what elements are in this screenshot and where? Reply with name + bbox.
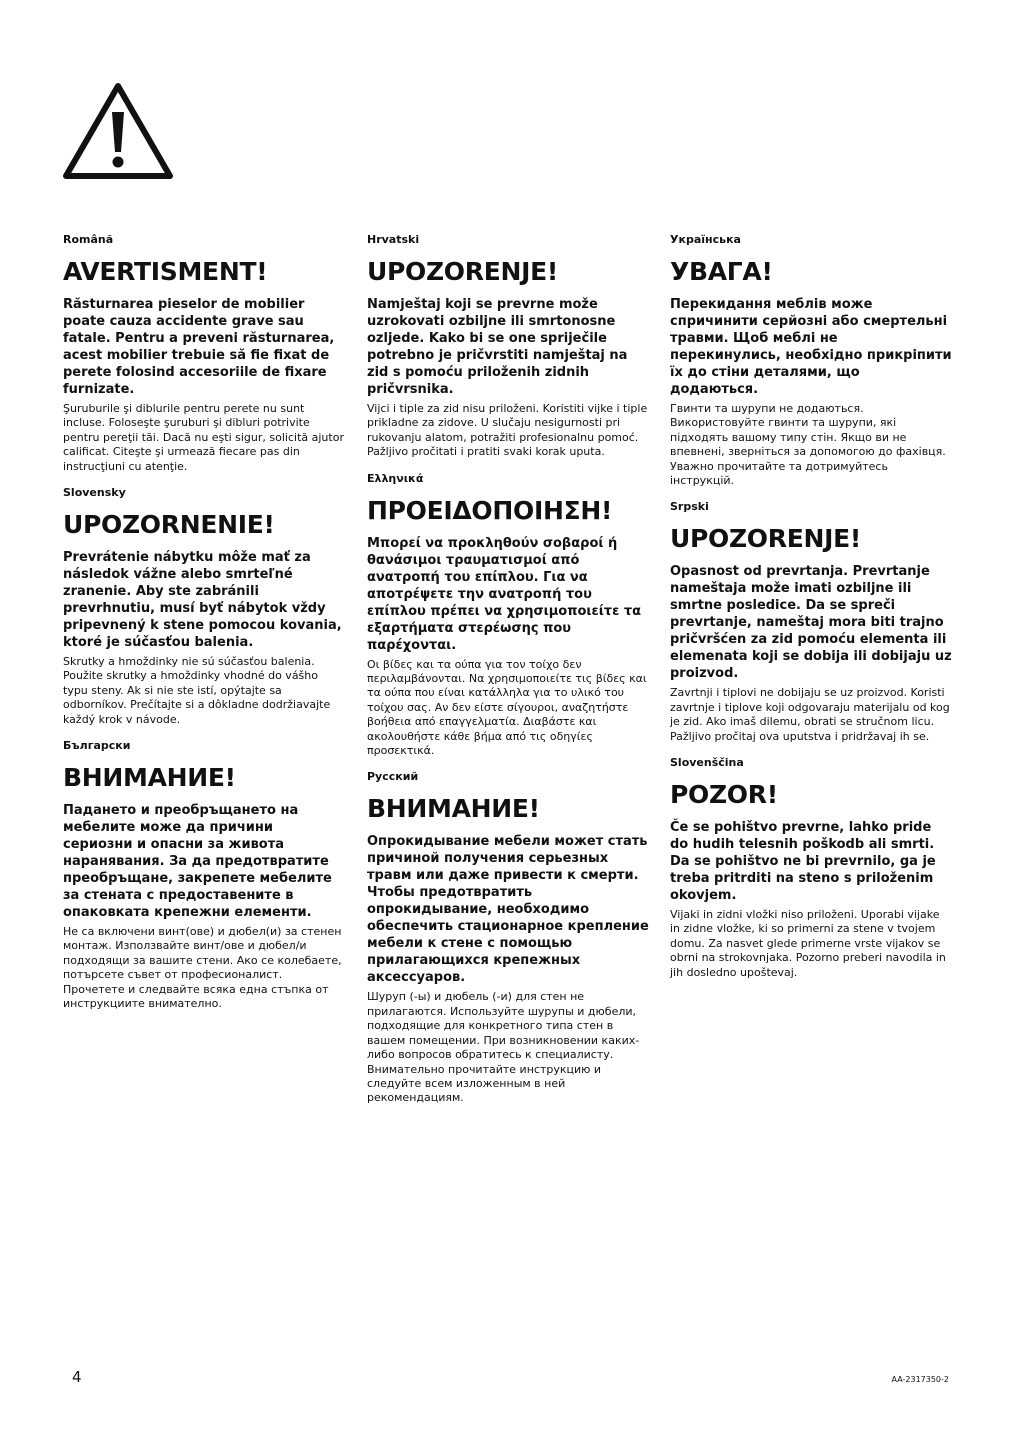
warning-body: Şuruburile şi diblurile pentru perete nu sunt incluse. Foloseşte şuruburi şi dibluri potrivite pentru pereţii tăi. Dacă nu eşti sigur, solicită ajutor calificat. Citeşte şi urmează fiecare pas din instrucţiuni cu atenţie. — [63, 402, 344, 473]
warning-section-russkiy — [367, 770, 649, 1105]
warning-section-hrvatski — [367, 233, 649, 460]
warning-body: Οι βίδες και τα ούπα για τον τοίχο δεν περιλαμβάνονται. Να χρησιμοποιείτε τις βίδες και τα ούπα που είναι κατάλληλα για το υλικό του τοίχου σας. Αν δεν είστε σίγουροι, αναζητήστε βοήθεια από επαγγελματία. Διαβάστε και ακολουθήστε κάθε βήμα από τις οδηγίες προσεκτικά. — [367, 657, 647, 758]
column-middle — [367, 233, 649, 1118]
document-code: AA-2317350-2 — [891, 1375, 949, 1384]
warning-lead: Răsturnarea pieselor de mobilier poate cauza accidente grave sau fatale. Pentru a preveni răsturnarea, acest mobilier trebuie să fie fixat de perete folosind accesoriile de fixare furnizate. — [63, 297, 335, 397]
page-number: 4 — [72, 1368, 82, 1386]
warning-heading: ВНИМАНИЕ! — [367, 794, 540, 824]
warning-body: Шуруп (-ы) и дюбель (-и) для стен не прилагаются. Используйте шурупы и дюбели, подходящие для конкретного типа стен в вашем помещении. При возникновении каких-либо вопросов обратитесь к специалисту. Внимательно прочитайте инструкцию и следуйте всем изложенным в ней рекомендациям. — [367, 990, 640, 1105]
warning-lead: Če se pohištvo prevrne, lahko pride do hudih telesnih poškodb ali smrti. Da se pohištvo ne bi prevrnilo, ga je treba pritrditi na steno s priloženim okovjem. — [670, 820, 936, 904]
warning-heading: UPOZORENJE! — [367, 257, 558, 286]
warning-heading: УВАГА! — [670, 257, 773, 286]
column-right — [670, 233, 952, 992]
language-label: Hrvatski — [367, 233, 420, 246]
language-label: Slovensky — [63, 486, 126, 500]
language-label: Ελληνικά — [367, 471, 424, 485]
language-label: Українська — [670, 233, 741, 246]
language-label: Srpski — [670, 500, 709, 514]
warning-section-slovenscina — [670, 756, 952, 980]
warning-lead: Падането и преобръщането на мебелите може да причини сериозни и опасни за живота наранявания. За да предотвратите преобръщане, закрепете мебелите за стената с предоставените в опаковката крепежни елементи. — [63, 803, 332, 921]
language-label: Română — [63, 233, 114, 246]
language-label: Slovenščina — [670, 756, 744, 770]
warning-section-ukrainska — [670, 233, 952, 488]
warning-heading: ВНИМАНИЕ! — [63, 763, 236, 793]
warning-lead: Перекидання меблів може спричинити серйозні або смертельні травми. Щоб меблі не перекинулись, необхідно прикріпити їх до стіни деталями, що додаються. — [670, 297, 952, 397]
warning-lead: Namještaj koji se prevrne može uzrokovati ozbiljne ili smrtonosne ozljede. Kako bi se one spriječile potrebno je pričvrstiti namještaj na zid s pomoću priloženih zidnih pričvrsnika. — [367, 297, 628, 397]
language-label: Русский — [367, 770, 419, 784]
warning-body: Vijci i tiple za zid nisu priloženi. Koristiti vijke i tiple prikladne za zidove. U slučaju nesigurnosti pri rukovanju alatom, potražiti profesionalnu pomoć. Pažljivo pročitati i pratiti svaki korak uputa. — [367, 402, 648, 459]
warning-heading: POZOR! — [670, 780, 778, 810]
column-left — [63, 233, 345, 1024]
warning-section-bulgarski — [63, 739, 345, 1011]
warning-heading: UPOZORNENIE! — [63, 510, 275, 540]
warning-section-romana — [63, 233, 345, 474]
warning-lead: Prevrátenie nábytku môže mať za následok vážne alebo smrteľné zranenie. Aby ste zabránili prevrhnutiu, musí byť nábytok vždy pripevnený k stene pomocou kovania, ktoré je súčasťou balenia. — [63, 550, 342, 651]
warning-lead: Μπορεί να προκληθούν σοβαροί ή θανάσιμοι τραυματισμοί από ανατροπή του επίπλου. Για να αποτρέψετε την ανατροπή του επίπλου πρέπει να χρησιμοποιείτε τα εξαρτήματα στερέωσης που παρέχονται. — [367, 535, 642, 653]
warning-heading: UPOZORENJE! — [670, 524, 861, 554]
warning-triangle-icon — [62, 82, 174, 180]
warning-body: Vijaki in zidni vložki niso priloženi. Uporabi vijake in zidne vložke, ki so primerni za stene v tvojem domu. Za nasvet glede primerne vrste vijakov se obrni na strokovnjaka. Pozorno preberi navodila in jih dosledno upoštevaj. — [670, 908, 946, 979]
warning-section-srpski — [670, 500, 952, 744]
warning-heading: ΠΡΟΕΙΔΟΠΟΙΗΣΗ! — [367, 495, 613, 525]
warning-body: Не са включени винт(ове) и дюбел(и) за стенен монтаж. Използвайте винт/ове и дюбел/и подходящи за вашите стени. Ако се колебаете, потърсете съвет от професионалист. Прочетете и следвайте всяка една стъпка от инструкциите внимателно. — [63, 925, 342, 1011]
warning-body: Гвинти та шурупи не додаються. Використовуйте гвинти та шурупи, які підходять вашому типу стін. Якщо ви не впевнені, зверніться за допомогою до фахівця. Уважно прочитайте та дотримуйтесь інструкцій. — [670, 402, 946, 488]
warning-lead: Опрокидывание мебели может стать причиной получения серьезных травм или даже привести к смерти. Чтобы предотвратить опрокидывание, необходимо обеспечить стационарное крепление мебели к стене с помощью прилагающихся крепежных аксессуаров. — [367, 834, 649, 986]
warning-lead: Opasnost od prevrtanja. Prevrtanje nameštaja može imati ozbiljne ili smrtne posledice. Da se spreči prevrtanje, nameštaj mora biti trajno pričvršćen za zid pomoću elementa ili elemenata koji se dobija ili dobijaju uz proizvod. — [670, 564, 952, 682]
language-label: Български — [63, 739, 131, 753]
warning-heading: AVERTISMENT! — [63, 257, 268, 286]
warning-body: Skrutky a hmoždinky nie sú súčasťou balenia. Použite skrutky a hmoždinky vhodné do vášho typu steny. Ak si nie ste istí, opýtajte sa odborníkov. Prečítajte si a dôkladne dodržiavajte každý krok v návode. — [63, 655, 331, 726]
warning-section-ellinika — [367, 472, 649, 759]
warning-section-slovensky — [63, 486, 345, 727]
warning-body: Zavrtnji i tiplovi ne dobijaju se uz proizvod. Koristi zavrtnje i tiplove koji odgovaraju materijalu od kog je zid. Ako imaš dilemu, obrati se stručnom licu. Pažljivo pročitaj ova uputstva i pridržavaj ih se. — [670, 686, 950, 743]
